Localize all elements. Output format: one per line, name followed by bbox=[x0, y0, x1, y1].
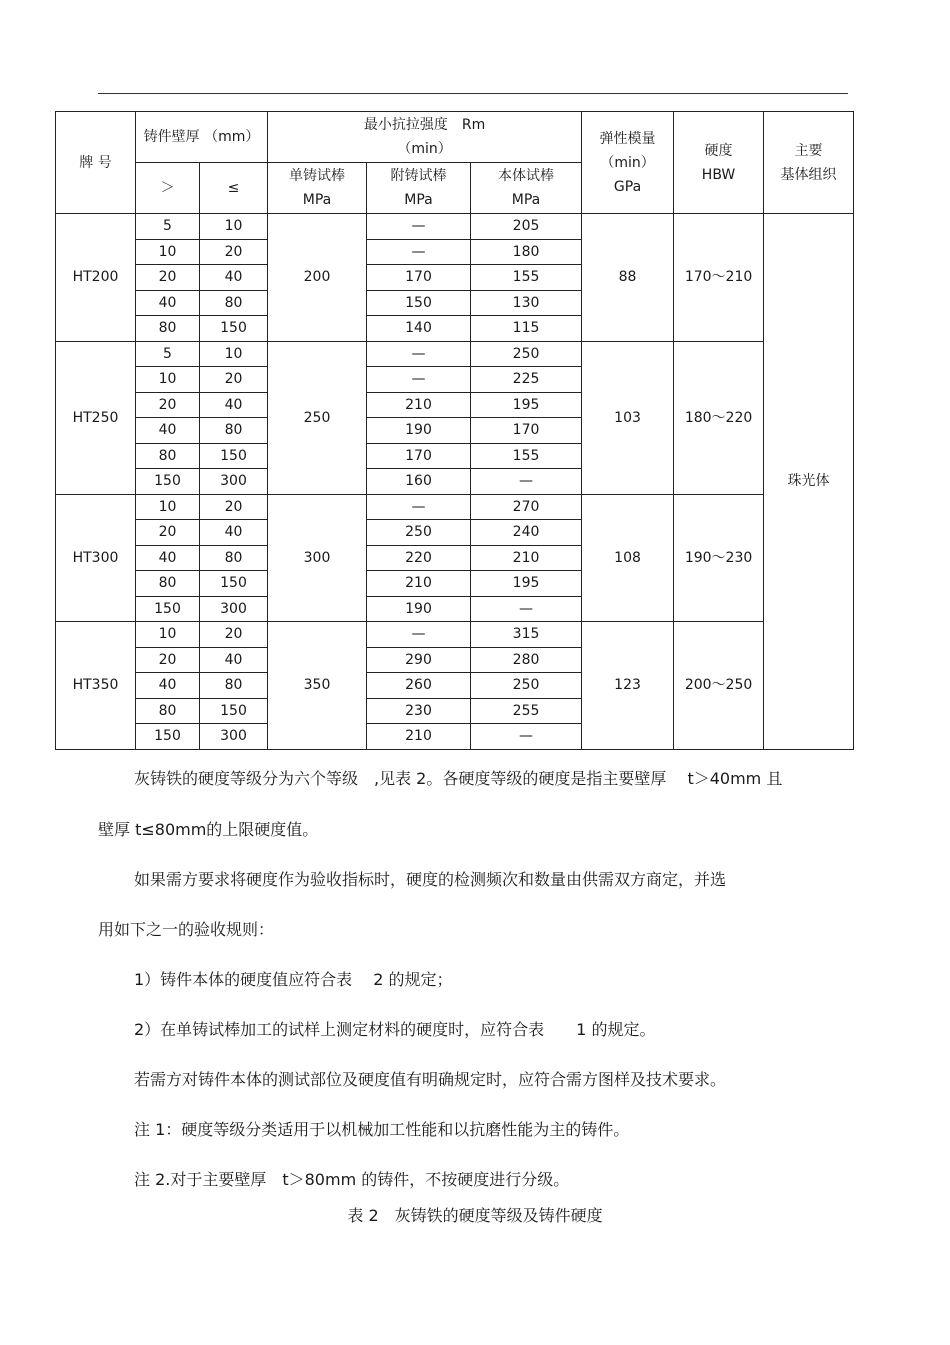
wall-min-cell: 10 bbox=[136, 239, 200, 265]
body-cast-cell: 255 bbox=[471, 698, 582, 724]
attached-cast-cell: — bbox=[367, 239, 471, 265]
hardness-cell: 200～250 bbox=[674, 622, 764, 750]
attached-cast-cell: 140 bbox=[367, 316, 471, 342]
single-cast-cell: 350 bbox=[268, 622, 367, 750]
wall-min-cell: 150 bbox=[136, 724, 200, 750]
wall-max-cell: 150 bbox=[200, 443, 268, 469]
grade-cell: HT300 bbox=[56, 494, 136, 622]
table-row bbox=[56, 341, 854, 367]
paragraph-1-line-1: 灰铸铁的硬度等级分为六个等级 ,见表 2。各硬度等级的硬度是指主要壁厚 t＞40mm 且 bbox=[134, 769, 783, 788]
paragraph-3: 若需方对铸件本体的测试部位及硬度值有明确规定时，应符合需方图样及技术要求。 bbox=[134, 1070, 727, 1089]
table-2-caption: 表 2 灰铸铁的硬度等级及铸件硬度 bbox=[347, 1206, 603, 1225]
table-row bbox=[56, 494, 854, 520]
attached-cast-cell: 250 bbox=[367, 520, 471, 546]
single-cast-cell: 200 bbox=[268, 214, 367, 342]
grade-cell: HT200 bbox=[56, 214, 136, 342]
hardness-cell: 170～210 bbox=[674, 214, 764, 342]
wall-max-cell: 80 bbox=[200, 673, 268, 699]
paragraph-2-line-1: 如果需方要求将硬度作为验收指标时，硬度的检测频次和数量由供需双方商定，并选 bbox=[134, 870, 727, 889]
wall-min-cell: 5 bbox=[136, 214, 200, 240]
body-cast-cell: 130 bbox=[471, 290, 582, 316]
wall-min-cell: 20 bbox=[136, 265, 200, 291]
body-cast-cell: 195 bbox=[471, 392, 582, 418]
body-cast-cell: — bbox=[471, 596, 582, 622]
wall-max-cell: 40 bbox=[200, 265, 268, 291]
table-row bbox=[56, 214, 854, 240]
wall-min-cell: 40 bbox=[136, 673, 200, 699]
header-elastic-modulus: 弹性模量 （min） GPa bbox=[582, 112, 674, 214]
wall-max-cell: 20 bbox=[200, 367, 268, 393]
modulus-cell: 123 bbox=[582, 622, 674, 750]
wall-max-cell: 10 bbox=[200, 341, 268, 367]
header-matrix: 主要 基体组织 bbox=[764, 112, 854, 214]
body-cast-cell: 225 bbox=[471, 367, 582, 393]
body-cast-cell: 195 bbox=[471, 571, 582, 597]
body-cast-cell: 315 bbox=[471, 622, 582, 648]
wall-max-cell: 300 bbox=[200, 724, 268, 750]
body-cast-cell: 270 bbox=[471, 494, 582, 520]
rule-item-2: 2）在单铸试棒加工的试样上测定材料的硬度时，应符合表 1 的规定。 bbox=[134, 1020, 656, 1039]
body-cast-cell: 250 bbox=[471, 341, 582, 367]
wall-min-cell: 20 bbox=[136, 392, 200, 418]
wall-max-cell: 40 bbox=[200, 647, 268, 673]
wall-max-cell: 80 bbox=[200, 545, 268, 571]
note-2: 注 2.对于主要壁厚 t＞80mm 的铸件，不按硬度进行分级。 bbox=[134, 1170, 570, 1189]
wall-min-cell: 40 bbox=[136, 418, 200, 444]
single-cast-cell: 250 bbox=[268, 341, 367, 494]
header-tensile-strength: 最小抗拉强度 Rm （min） bbox=[268, 112, 582, 163]
body-cast-cell: 170 bbox=[471, 418, 582, 444]
attached-cast-cell: 260 bbox=[367, 673, 471, 699]
wall-max-cell: 20 bbox=[200, 239, 268, 265]
paragraph-1-line-2: 壁厚 t≤80mm的上限硬度值。 bbox=[98, 820, 319, 839]
wall-min-cell: 80 bbox=[136, 443, 200, 469]
body-cast-cell: — bbox=[471, 724, 582, 750]
header-grade: 牌 号 bbox=[56, 112, 136, 214]
body-cast-cell: 155 bbox=[471, 265, 582, 291]
body-cast-cell: 250 bbox=[471, 673, 582, 699]
wall-max-cell: 20 bbox=[200, 494, 268, 520]
attached-cast-cell: 190 bbox=[367, 596, 471, 622]
header-wall-thickness: 铸件壁厚 （mm） bbox=[136, 112, 268, 163]
attached-cast-cell: 160 bbox=[367, 469, 471, 495]
wall-min-cell: 10 bbox=[136, 622, 200, 648]
attached-cast-cell: 210 bbox=[367, 571, 471, 597]
wall-min-cell: 40 bbox=[136, 290, 200, 316]
wall-min-cell: 20 bbox=[136, 647, 200, 673]
body-cast-cell: 180 bbox=[471, 239, 582, 265]
attached-cast-cell: — bbox=[367, 494, 471, 520]
table-row bbox=[56, 622, 854, 648]
wall-min-cell: 80 bbox=[136, 316, 200, 342]
wall-max-cell: 300 bbox=[200, 596, 268, 622]
header-wall-le: ≤ bbox=[200, 163, 268, 214]
hardness-cell: 180～220 bbox=[674, 341, 764, 494]
wall-max-cell: 300 bbox=[200, 469, 268, 495]
matrix-cell: 珠光体 bbox=[764, 214, 854, 750]
wall-min-cell: 150 bbox=[136, 596, 200, 622]
grade-cell: HT350 bbox=[56, 622, 136, 750]
header-hardness: 硬度 HBW bbox=[674, 112, 764, 214]
attached-cast-cell: 210 bbox=[367, 724, 471, 750]
wall-min-cell: 150 bbox=[136, 469, 200, 495]
body-cast-cell: — bbox=[471, 469, 582, 495]
attached-cast-cell: — bbox=[367, 214, 471, 240]
body-cast-cell: 280 bbox=[471, 647, 582, 673]
attached-cast-cell: — bbox=[367, 622, 471, 648]
wall-min-cell: 10 bbox=[136, 367, 200, 393]
attached-cast-cell: 190 bbox=[367, 418, 471, 444]
wall-min-cell: 10 bbox=[136, 494, 200, 520]
wall-max-cell: 20 bbox=[200, 622, 268, 648]
attached-cast-cell: 290 bbox=[367, 647, 471, 673]
attached-cast-cell: 150 bbox=[367, 290, 471, 316]
header-single-cast: 单铸试棒 MPa bbox=[268, 163, 367, 214]
wall-max-cell: 40 bbox=[200, 392, 268, 418]
wall-min-cell: 20 bbox=[136, 520, 200, 546]
header-attached-cast: 附铸试棒 MPa bbox=[367, 163, 471, 214]
paragraph-2-line-2: 用如下之一的验收规则： bbox=[98, 920, 275, 939]
single-cast-cell: 300 bbox=[268, 494, 367, 622]
body-cast-cell: 210 bbox=[471, 545, 582, 571]
rule-item-1: 1）铸件本体的硬度值应符合表 2 的规定； bbox=[134, 970, 453, 989]
modulus-cell: 108 bbox=[582, 494, 674, 622]
modulus-cell: 103 bbox=[582, 341, 674, 494]
wall-max-cell: 80 bbox=[200, 290, 268, 316]
body-cast-cell: 115 bbox=[471, 316, 582, 342]
wall-min-cell: 40 bbox=[136, 545, 200, 571]
body-cast-cell: 155 bbox=[471, 443, 582, 469]
body-cast-cell: 205 bbox=[471, 214, 582, 240]
wall-max-cell: 10 bbox=[200, 214, 268, 240]
attached-cast-cell: 230 bbox=[367, 698, 471, 724]
attached-cast-cell: 220 bbox=[367, 545, 471, 571]
attached-cast-cell: 210 bbox=[367, 392, 471, 418]
hardness-cell: 190～230 bbox=[674, 494, 764, 622]
wall-max-cell: 80 bbox=[200, 418, 268, 444]
wall-max-cell: 150 bbox=[200, 571, 268, 597]
attached-cast-cell: 170 bbox=[367, 265, 471, 291]
wall-max-cell: 40 bbox=[200, 520, 268, 546]
modulus-cell: 88 bbox=[582, 214, 674, 342]
header-wall-gt: ＞ bbox=[136, 163, 200, 214]
body-cast-cell: 240 bbox=[471, 520, 582, 546]
note-1: 注 1：硬度等级分类适用于以机械加工性能和以抗磨性能为主的铸件。 bbox=[134, 1120, 630, 1139]
header-body-cast: 本体试棒 MPa bbox=[471, 163, 582, 214]
attached-cast-cell: 170 bbox=[367, 443, 471, 469]
wall-max-cell: 150 bbox=[200, 698, 268, 724]
wall-min-cell: 80 bbox=[136, 698, 200, 724]
wall-min-cell: 80 bbox=[136, 571, 200, 597]
header-rule bbox=[98, 93, 848, 94]
wall-max-cell: 150 bbox=[200, 316, 268, 342]
mechanical-properties-table bbox=[55, 111, 854, 750]
attached-cast-cell: — bbox=[367, 341, 471, 367]
attached-cast-cell: — bbox=[367, 367, 471, 393]
wall-min-cell: 5 bbox=[136, 341, 200, 367]
grade-cell: HT250 bbox=[56, 341, 136, 494]
